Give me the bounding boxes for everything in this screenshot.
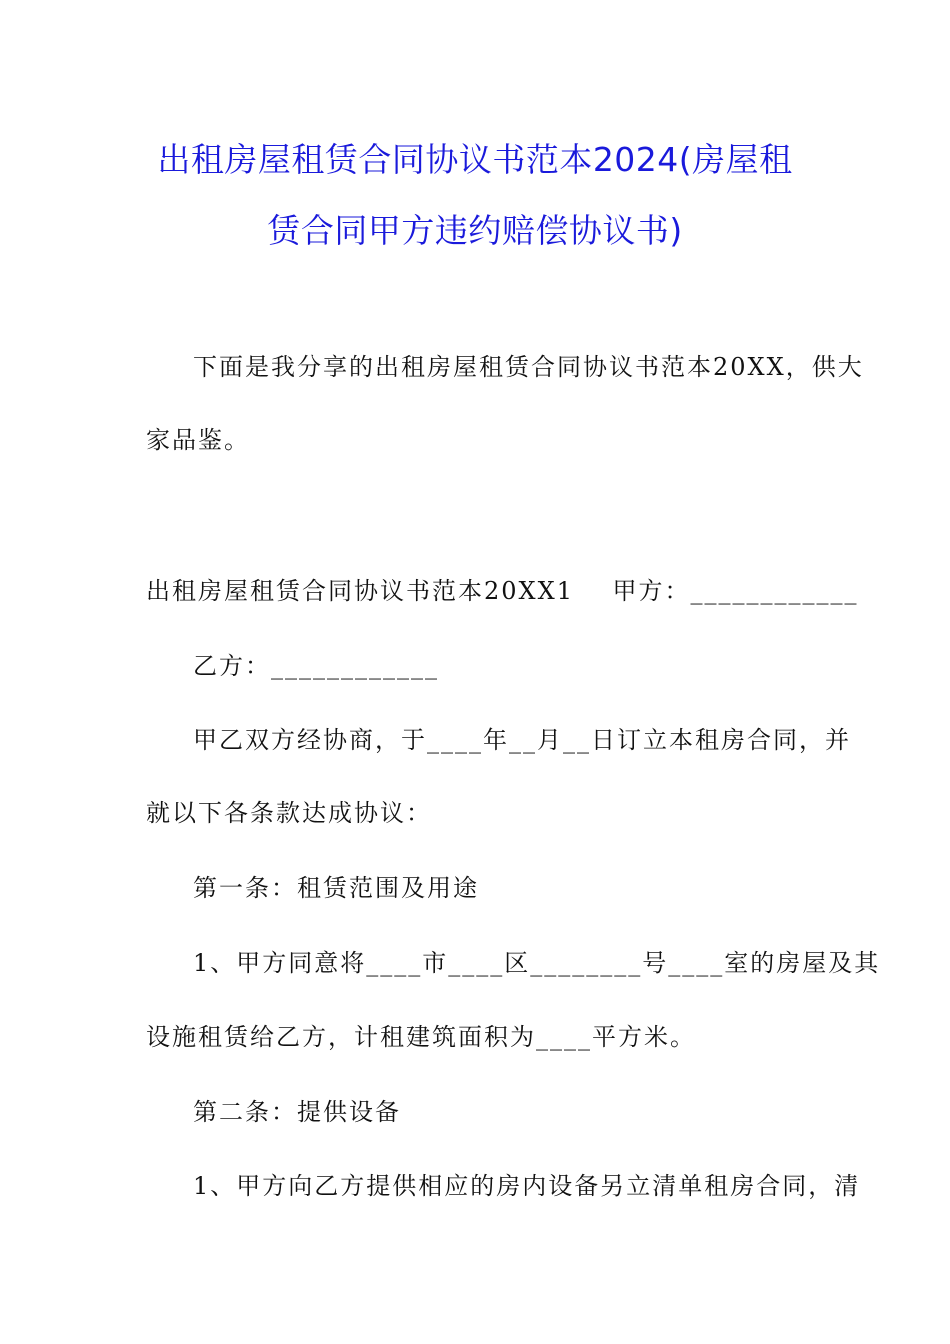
document-title-line-1: 出租房屋租赁合同协议书范本2024(房屋租 (157, 140, 793, 179)
article-2-item-1-line-1: 1、甲方向乙方提供相应的房内设备另立清单租房合同，清 (193, 1172, 861, 1200)
intro-paragraph-line-2: 家品鉴。 (146, 426, 250, 454)
article-1-heading: 第一条：租赁范围及用途 (193, 874, 479, 902)
article-2-heading: 第二条：提供设备 (193, 1098, 401, 1126)
article-1-item-1-line-1: 1、甲方同意将____市____区________号____室的房屋及其 (193, 949, 881, 977)
article-1-item-1-line-2: 设施租赁给乙方，计租建筑面积为____平方米。 (146, 1023, 696, 1051)
contract-heading-party-a: 出租房屋租赁合同协议书范本20XX1 甲方：____________ (146, 577, 859, 605)
document-title-line-2: 赁合同甲方违约赔偿协议书) (267, 211, 683, 250)
intro-paragraph-line-1: 下面是我分享的出租房屋租赁合同协议书范本20XX，供大 (193, 353, 864, 381)
agreement-paragraph-line-1: 甲乙双方经协商，于____年__月__日订立本租房合同，并 (193, 726, 851, 754)
agreement-paragraph-line-2: 就以下各条款达成协议： (146, 799, 432, 827)
party-b-line: 乙方：____________ (193, 652, 439, 680)
